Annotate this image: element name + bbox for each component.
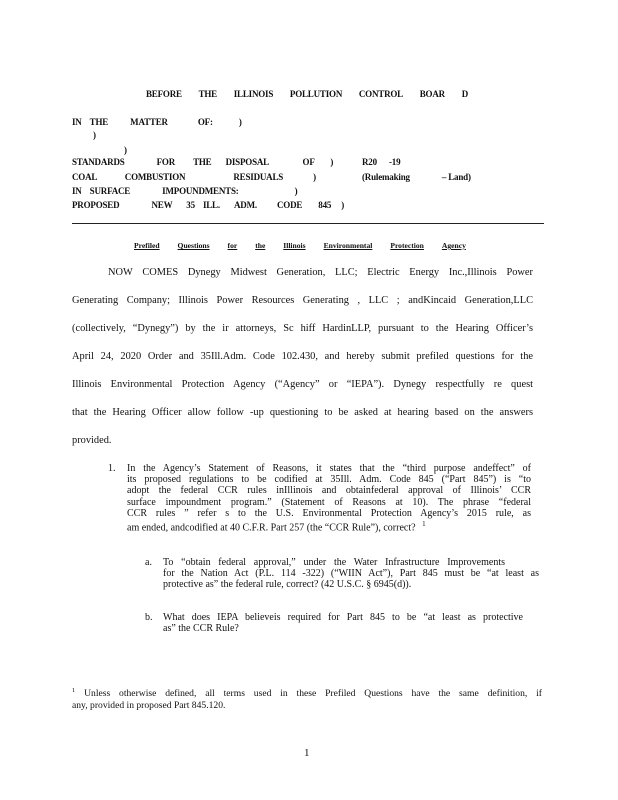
question-line: am ended, andcodified at 40 C.F.R. Part 257 (the “CCR Rule”), correct? $^1$ — [127, 520, 426, 534]
board-title-word: POLLUTION — [289, 89, 343, 99]
page-number: 1 — [304, 747, 310, 759]
surface-line: IN SURFACE IMPOUNDMENTS: ) — [72, 186, 298, 196]
board-title-word: BEFORE — [146, 89, 182, 99]
board-title-word: THE — [198, 89, 217, 99]
board-title — [146, 89, 468, 99]
intro-line: April 24, 2020 Order and 35Ill.Adm. Code 102.430, and hereby submit prefiled questions for the — [72, 351, 533, 362]
coal-line: COAL COMBUSTION RESIDUALS ) — [72, 172, 316, 182]
in-the-matter-line: IN THE MATTER OF: ) — [72, 117, 242, 127]
question-line: CCR rules ” refer s to the U.S. Environmental Protection Agency’s 2015 rule, as — [127, 507, 531, 519]
footnote-marker: 1 — [72, 687, 76, 694]
question-line: adopt the federal CCR rules inIllinois and obtainfederal approval of Illinois’ CCR — [127, 485, 531, 497]
docket-number: R20 -19 — [362, 157, 401, 167]
intro-line: provided. — [72, 435, 112, 446]
intro-line: that the Hearing Officer allow follow -up questioning to be asked at hearing based on the answers — [72, 407, 533, 418]
subquestion-line: as” the CCR Rule? — [163, 623, 239, 635]
footnote-reference: 1 — [422, 520, 426, 529]
intro-line: (collectively, “Dynegy”) by the ir attorneys, Sc hiff HardinLLP, pursuant to the Hearing Officer’s — [72, 323, 533, 334]
document-title: Prefiled Questions for the Illinois Environmental Protection Agency — [134, 241, 466, 250]
footnote-line: $^1$ Unless otherwise defined, all terms used in these Prefiled Questions have the same definition, if — [72, 687, 542, 700]
footnote — [72, 685, 542, 711]
question-number: 1. — [108, 463, 116, 474]
board-title-word: CONTROL — [358, 89, 403, 99]
question-line: its proposed regulations to be codified at 35Ill. Adm. Code 845 (“Part 845”) is “to — [127, 474, 531, 486]
board-title-word: ILLINOIS — [233, 89, 274, 99]
subquestion-line: What does IEPA believeis required for Part 845 to be “at least as protective — [163, 612, 523, 623]
subquestion-label: b. — [145, 612, 153, 623]
proposed-line: PROPOSED NEW 35 ILL. ADM. CODE 845 ) — [72, 200, 345, 210]
question-1-text — [127, 463, 531, 534]
intro-line: Generating Company; Illinois Power Resources Generating , LLC ; andKincaid Generation,LLC — [72, 295, 533, 306]
docket-type: (Rulemaking – Land) — [362, 172, 471, 182]
subquestion-line: protective as” the federal rule, correct? (42 U.S.C. § 6945(d)). — [163, 579, 412, 591]
subquestion-a-text — [163, 557, 539, 591]
intro-line: NOW COMES Dynegy Midwest Generation, LLC; Electric Energy Inc.,Illinois Power — [108, 267, 533, 278]
subquestion-label: a. — [145, 557, 152, 568]
question-line: surface impoundment program.” (Statement of Reasons at 10). The phrase “federal — [127, 496, 531, 508]
subquestion-line: To “obtain federal approval,” under the Water Infrastructure Improvements — [163, 557, 505, 568]
intro-line: Illinois Environmental Protection Agency (“Agency” or “IEPA”). Dynegy respectfully re quest — [72, 379, 533, 390]
caption-paren: ) — [124, 145, 127, 155]
footnote-line: any, provided in proposed Part 845.120. — [72, 699, 226, 711]
question-line: In the Agency’s Statement of Reasons, it states that the “third purpose andeffect” of — [127, 463, 531, 474]
subquestion-b-text — [163, 612, 523, 634]
caption-divider — [72, 223, 544, 224]
board-title-word: BOAR — [419, 89, 445, 99]
standards-line: STANDARDS FOR THE DISPOSAL OF ) — [72, 157, 334, 167]
board-title-word: D — [461, 89, 468, 99]
caption-paren: ) — [93, 130, 96, 140]
subquestion-line: for the Nation Act (P.L. 114 -322) (“WIIN Act”), Part 845 must be “at least as — [163, 568, 539, 580]
